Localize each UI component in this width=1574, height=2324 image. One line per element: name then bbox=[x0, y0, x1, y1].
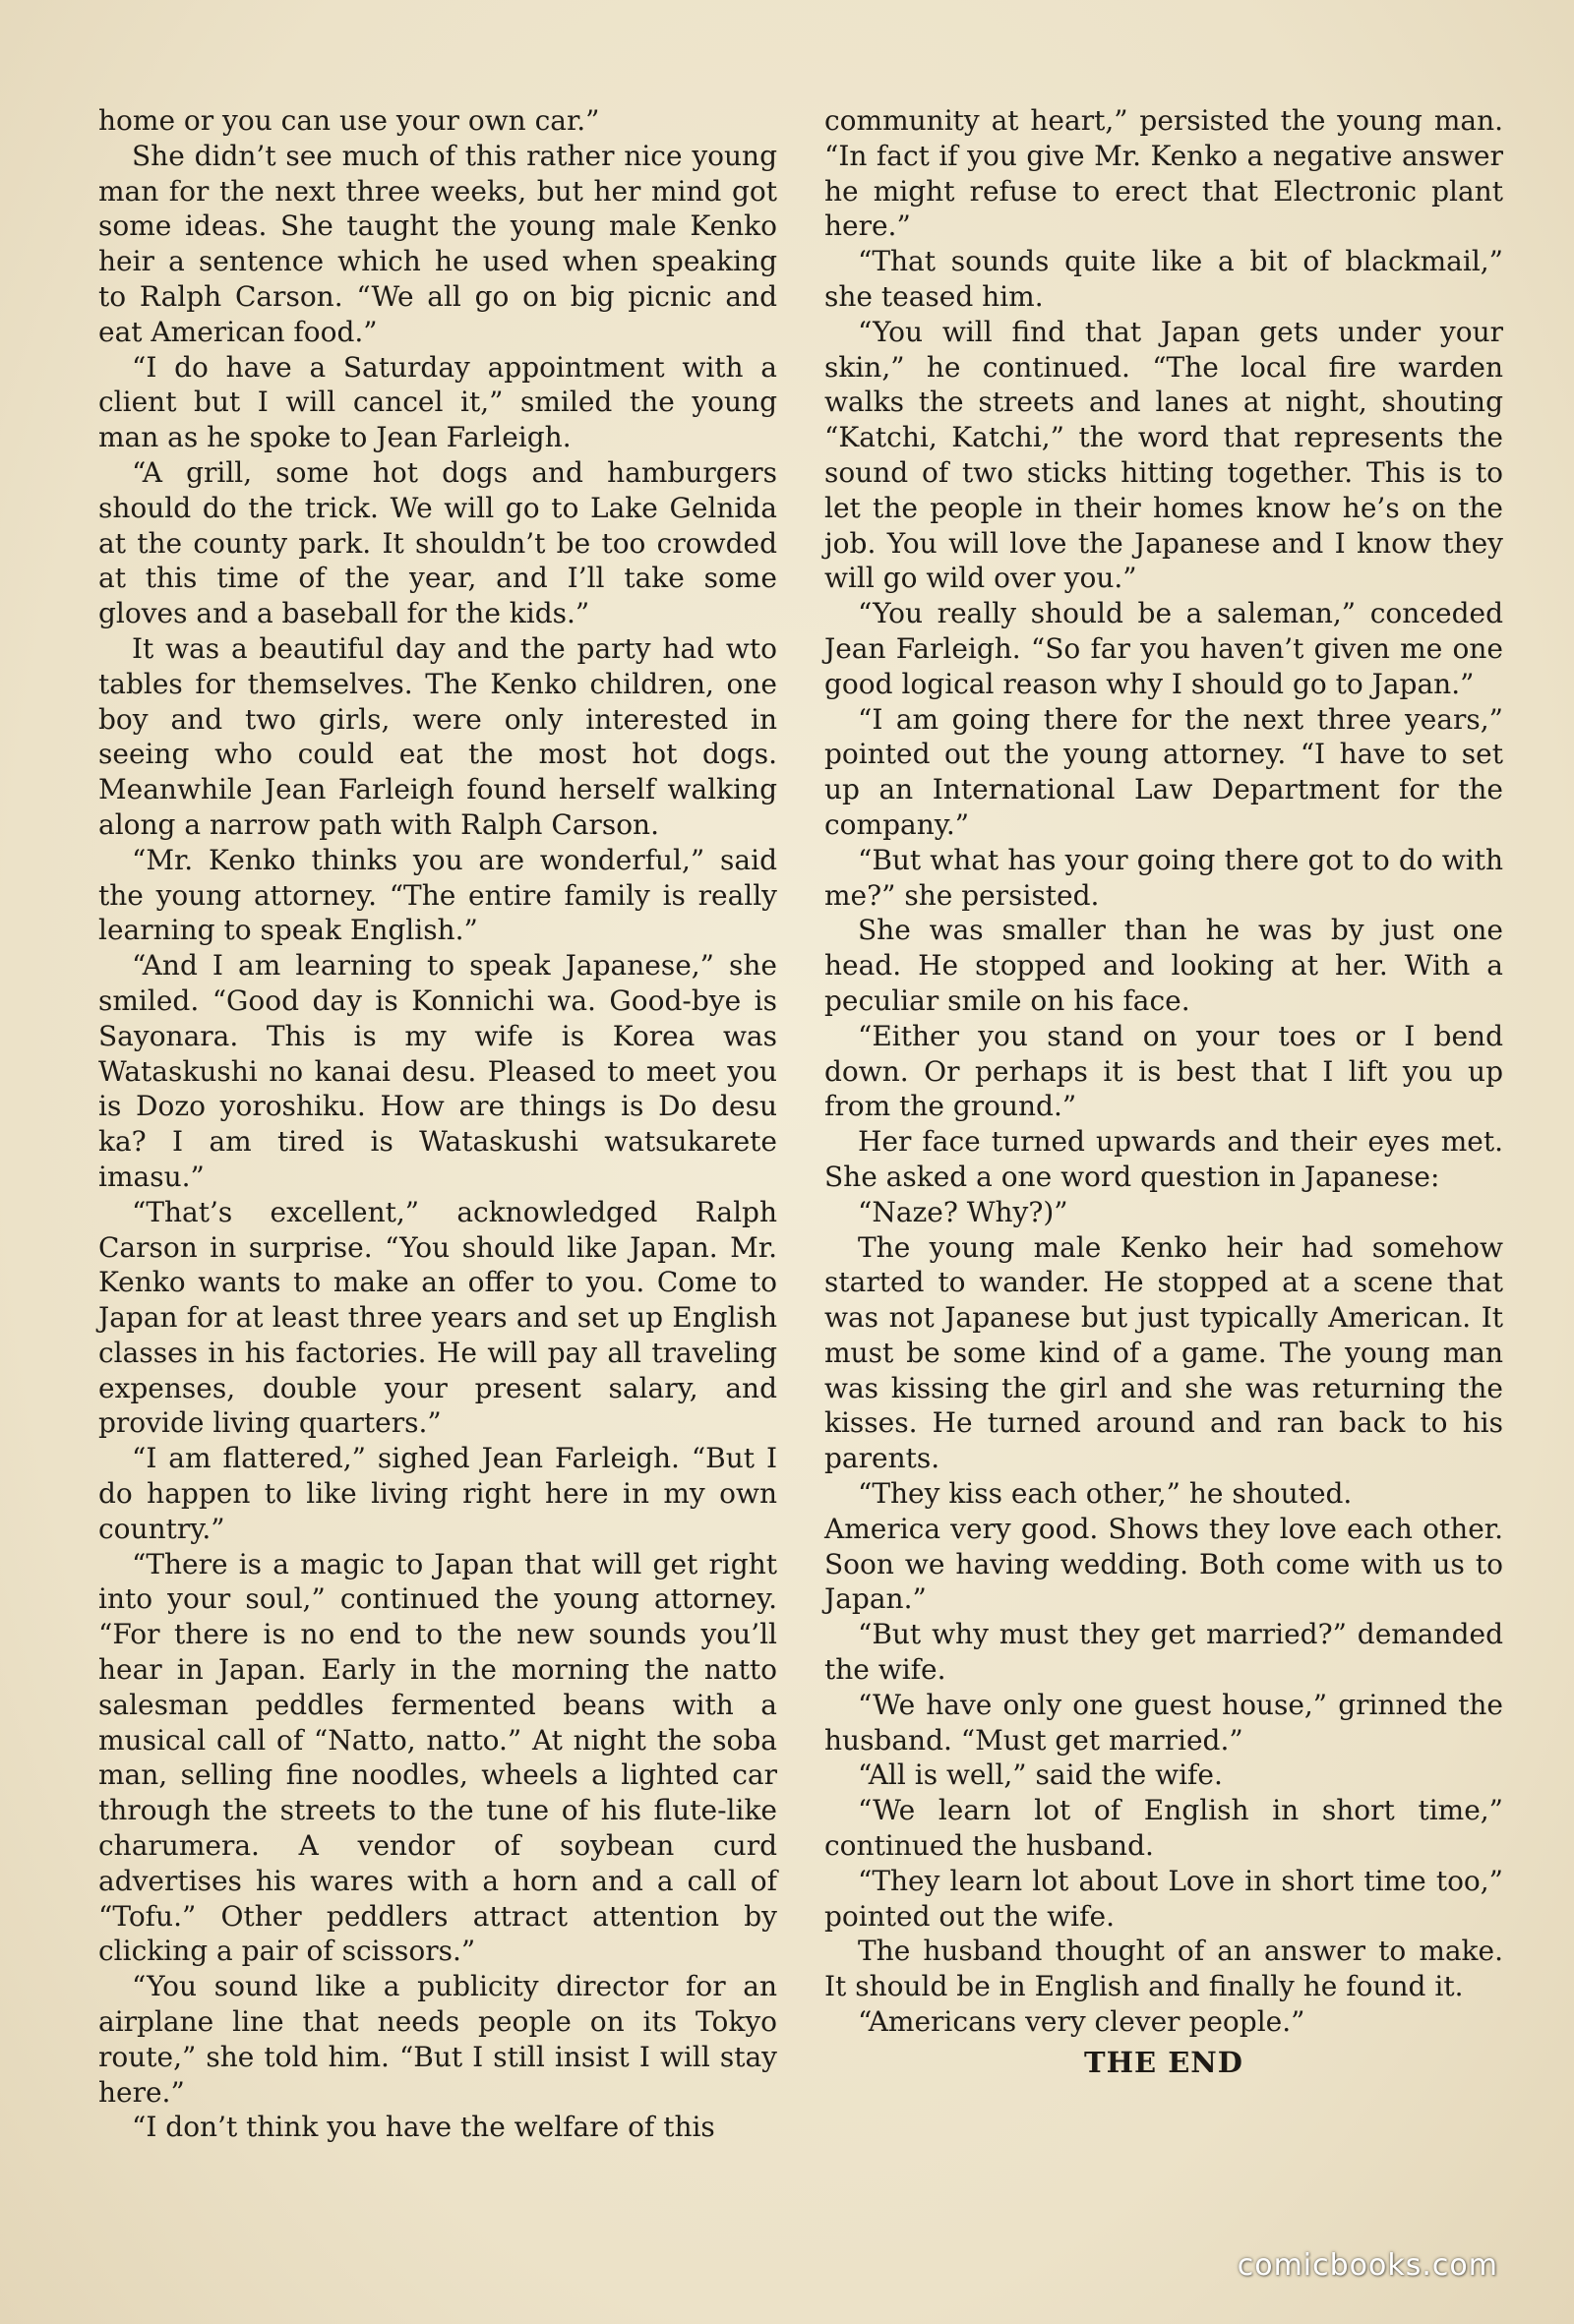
paragraph: “Either you stand on your toes or I bend down. Or perhaps it is best that I lift you up from the ground.” bbox=[824, 1019, 1503, 1123]
paragraph: “Americans very clever people.” bbox=[858, 2005, 1305, 2039]
paragraph: She was smaller than he was by just one head. He stopped and looking at her. With a peculiar smile on his face. bbox=[824, 914, 1503, 1017]
paragraph: Her face turned upwards and their eyes met. She asked a one word question in Japanese: bbox=[824, 1125, 1503, 1193]
paragraph: “And I am learning to speak Japanese,” she smiled. “Good day is Konnichi wa. Good-bye is Sayonara. This is my wife is Korea was Wataskushi no kanai desu. Pleased to meet you is Dozo yoroshiku. How are things is Do desu ka? I am tired is Wataskushi watsukarete imasu.” bbox=[98, 949, 777, 1193]
paragraph: America very good. Shows they love each other. Soon we having wedding. Both come with us to Japan.” bbox=[824, 1512, 1503, 1616]
paragraph: “All is well,” said the wife. bbox=[858, 1758, 1223, 1792]
paragraph: “But what has your going there got to do with me?” she persisted. bbox=[824, 843, 1503, 912]
paragraph: The husband thought of an answer to make. It should be in English and finally he found it. bbox=[824, 1935, 1503, 2003]
paragraph: “You sound like a publicity director for an airplane line that needs people on its Tokyo route,” she told him. “But I still insist I will stay here.” bbox=[98, 1970, 777, 2109]
paragraph: “That’s excellent,” acknowledged Ralph Carson in surprise. “You should like Japan. Mr. Kenko wants to make an offer to you. Come to Japan for at least three years and set up English classes in his factories. He will pay all traveling expenses, double your present salary, and provide living quarters.” bbox=[98, 1195, 777, 1440]
paragraph: “They kiss each other,” he shouted. bbox=[858, 1477, 1353, 1511]
watermark: comicbooks.com bbox=[1237, 2248, 1498, 2283]
paragraph: “Naze? Why?)” bbox=[858, 1195, 1068, 1228]
paragraph: “A grill, some hot dogs and hamburgers should do the trick. We will go to Lake Gelnida at the county park. It shouldn’t be too crowded at this time of the year, and I’ll take some gloves and a baseball for the kids.” bbox=[98, 455, 777, 630]
paragraph: It was a beautiful day and the party had wto tables for themselves. The Kenko children, one boy and two girls, were only interested in seeing who could eat the most hot dogs. Meanwhile Jean Farleigh found herself walking along a narrow path with Ralph Carson. bbox=[98, 631, 777, 841]
paragraph: “But why must they get married?” demanded the wife. bbox=[824, 1618, 1503, 1687]
paragraph: “I am flattered,” sighed Jean Farleigh. “But I do happen to like living right here in my own country.” bbox=[98, 1442, 777, 1545]
paragraph: “There is a magic to Japan that will get right into your soul,” continued the young attorney. “For there is no end to the new sounds you’ll hear in Japan. Early in the morning the natto salesman peddles fermented beans with a musical call of “Natto, natto.” At night the soba man, selling fine noodles, wheels a lighted car through the streets to the tune of his flute-like charumera. A vendor of soybean curd advertises his wares with a horn and a call of “Tofu.” Other peddlers attract attention by clicking a pair of scissors.” bbox=[98, 1547, 777, 1968]
right-column bbox=[824, 103, 1503, 2081]
left-column bbox=[98, 103, 777, 2145]
paragraph: home or you can use your own car.” bbox=[98, 104, 600, 137]
paragraph: “I don’t think you have the welfare of this bbox=[132, 2111, 715, 2144]
paragraph: “We have only one guest house,” grinned the husband. “Must get married.” bbox=[824, 1688, 1503, 1757]
paragraph: “We learn lot of English in short time,” continued the husband. bbox=[824, 1794, 1503, 1863]
paragraph: “I am going there for the next three years,” pointed out the young attorney. “I have to set up an International Law Department for the company.” bbox=[824, 702, 1503, 841]
paragraph: “They learn lot about Love in short time too,” pointed out the wife. bbox=[824, 1864, 1503, 1933]
paragraph: “Mr. Kenko thinks you are wonderful,” said the young attorney. “The entire family is really learning to speak English.” bbox=[98, 843, 777, 947]
paragraph: The young male Kenko heir had somehow started to wander. He stopped at a scene that was not Japanese but just typically American. It must be some kind of a game. The young man was kissing the girl and she was returning the kisses. He turned around and ran back to his parents. bbox=[824, 1230, 1503, 1475]
paragraph: “You will find that Japan gets under your skin,” he continued. “The local fire warden walks the streets and lanes at night, shouting “Katchi, Katchi,” the word that represents the sound of two sticks hitting together. This is to let the people in their homes know he’s on the job. You will love the Japanese and I know they will go wild over you.” bbox=[824, 315, 1503, 595]
paragraph: “I do have a Saturday appointment with a client but I will cancel it,” smiled the young man as he spoke to Jean Farleigh. bbox=[98, 350, 777, 454]
the-end-label: THE END bbox=[1084, 2045, 1243, 2079]
paragraph: community at heart,” persisted the young man. “In fact if you give Mr. Kenko a negative answer he might refuse to erect that Electronic plant here.” bbox=[824, 104, 1503, 243]
paragraph: She didn’t see much of this rather nice young man for the next three weeks, but her mind got some ideas. She taught the young male Kenko heir a sentence which he used when speaking to Ralph Carson. “We all go on big picnic and eat American food.” bbox=[98, 139, 777, 348]
paragraph: “That sounds quite like a bit of blackmail,” she teased him. bbox=[824, 245, 1503, 313]
paragraph: “You really should be a saleman,” conceded Jean Farleigh. “So far you haven’t given me one good logical reason why I should go to Japan.” bbox=[824, 597, 1503, 700]
